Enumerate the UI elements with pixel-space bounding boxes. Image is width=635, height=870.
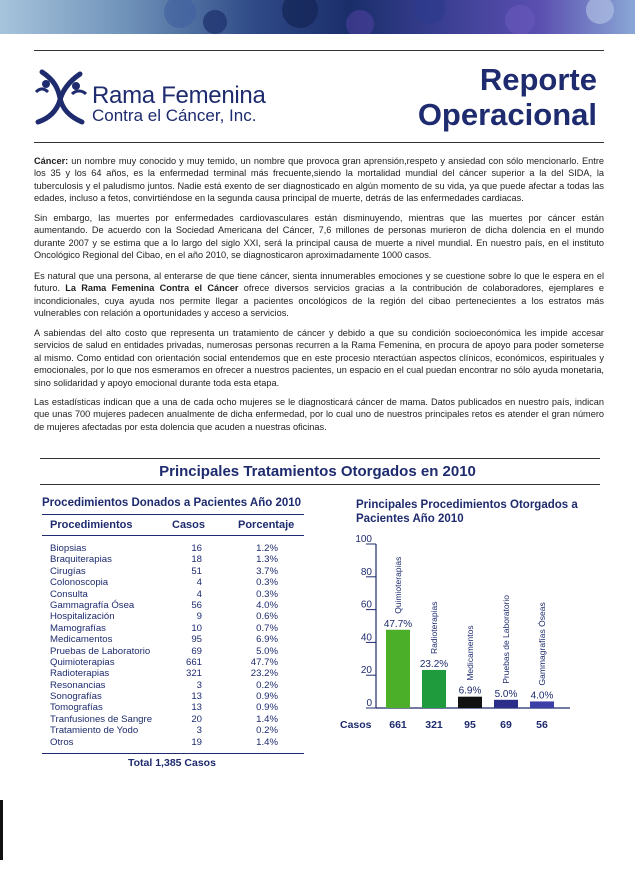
header-banner: [0, 0, 635, 34]
chart-bar: [458, 697, 482, 708]
table-header-porcentaje: Porcentaje: [238, 519, 295, 531]
y-tick-label: 40: [360, 632, 372, 644]
floral-pattern-icon: [0, 0, 635, 34]
y-tick-label: 0: [366, 698, 372, 709]
table-cell-procedimiento: Tratamiento de Yodo: [50, 725, 139, 737]
table-cell-procedimiento: Cirugías: [50, 565, 86, 577]
table-row: [50, 589, 290, 600]
table-cell-porcentaje: 1.2%: [256, 543, 278, 554]
bar-cases-value: 661: [389, 719, 407, 731]
table-cell-casos: 321: [185, 668, 202, 680]
paragraph-3: [34, 270, 604, 320]
table-cell-casos: 4: [196, 588, 202, 600]
table-cell-casos: 51: [191, 565, 202, 577]
table-cell-procedimiento: Braquiterapias: [50, 554, 112, 566]
table-row: [50, 554, 290, 565]
bar-category-label: Quimioterapias: [393, 556, 403, 614]
table-row: [50, 543, 290, 554]
table-cell-porcentaje: 6.9%: [256, 634, 278, 646]
table-cell-casos: 95: [191, 634, 202, 646]
section-title: Principales Tratamientos Otorgados en 2010: [159, 463, 476, 480]
top-rule: [34, 50, 604, 51]
paragraph-1: [34, 155, 604, 205]
logo-name-line1: Rama Femenina: [92, 82, 266, 109]
table-cell-porcentaje: 0.9%: [256, 702, 278, 714]
table-cell-casos: 661: [185, 656, 202, 668]
table-cell-procedimiento: Tomografías: [50, 702, 103, 714]
table-cell-casos: 18: [191, 554, 202, 566]
table-cell-casos: 69: [191, 645, 202, 657]
table-total-rule: [42, 753, 304, 754]
table-cell-casos: 56: [191, 599, 202, 611]
bar-value-label: 5.0%: [494, 688, 518, 700]
table-row: [50, 600, 290, 611]
y-tick-label: 80: [360, 566, 372, 578]
table-cell-procedimiento: Gammagrafía Ósea: [50, 599, 135, 611]
chart-bar: [386, 630, 410, 708]
paragraph-3-text-a: Es natural que una persona, al enterarse de que tiene cáncer, sienta innumerables emociones y se cuestione sobre lo que le espera en el futuro.: [34, 271, 604, 294]
table-row: [50, 646, 290, 657]
chart-title: Principales Procedimientos Otorgados a Pacientes Año 2010: [356, 499, 578, 525]
table-cell-casos: 3: [196, 725, 202, 737]
section-top-rule: [40, 458, 600, 459]
table-cell-porcentaje: 23.2%: [250, 668, 278, 680]
table-row: [50, 691, 290, 702]
table-cell-porcentaje: 0.6%: [256, 611, 278, 623]
paragraph-1-text: un nombre muy conocido y muy temido, un nombre que provoca gran aprensión,respeto y ansiedad con sólo mencionarlo. Entre los 35 y los 64 años, es la enfermedad terminal más frecuente,siendo la mortalidad mundial del cáncer superior a la del SIDA, la tuberculosis y el paludismo juntos. Nadie está exento de ser diagnosticado en algún momento de su vida, ya que puede afectar a todas las edades, incluso a fetos, convirtiéndose en la segunda causa principal de muerte, detrás de las enfermedades cardiacas.: [34, 156, 604, 204]
chart-bar: [494, 700, 518, 708]
table-row: [50, 611, 290, 622]
bar-cases-value: 56: [536, 719, 548, 731]
table-row: [50, 737, 290, 748]
table-cell-porcentaje: 0.2%: [256, 725, 278, 737]
table-row: [50, 634, 290, 645]
table-header-top-rule: [42, 514, 304, 515]
bar-category-label: Radioterapias: [429, 601, 439, 654]
chart-bar: [422, 670, 446, 708]
y-tick-label: 100: [355, 534, 372, 545]
logo-name-line2: Contra el Cáncer, Inc.: [92, 106, 257, 125]
bar-value-label: 23.2%: [419, 658, 449, 670]
bar-chart: [330, 530, 600, 740]
table-cell-porcentaje: 4.0%: [256, 599, 278, 611]
paragraph-3-org-name: La Rama Femenina Contra el Cáncer: [65, 283, 239, 294]
table-cell-porcentaje: 0.2%: [256, 679, 278, 691]
table-cell-procedimiento: Medicamentos: [50, 634, 113, 646]
table-cell-procedimiento: Tranfusiones de Sangre: [50, 713, 153, 725]
bar-cases-value: 321: [425, 719, 443, 731]
table-row: [50, 623, 290, 634]
table-row: [50, 680, 290, 691]
paragraph-3-text-b: ofrece diversos servicios gracias a la contribución de colaboradores, ejemplares e incondicionales, cuya ayuda nos permite llegar a pacientes oncológicos de la región del cibao pertenecientes a los estratos más vulnerables con relación a oportunidades y acceso a servicios.: [34, 283, 604, 319]
bar-category-label: Pruebas de Laboratorio: [501, 594, 511, 684]
bar-cases-value: 95: [464, 719, 476, 731]
table-row: [50, 725, 290, 736]
table-cell-casos: 19: [191, 736, 202, 748]
title-rule: [34, 142, 604, 143]
table-cell-procedimiento: Consulta: [50, 588, 88, 600]
table-cell-procedimiento: Radioterapias: [50, 668, 110, 680]
table-cell-porcentaje: 5.0%: [256, 645, 278, 657]
table-cell-porcentaje: 0.9%: [256, 691, 278, 703]
table-row: [50, 577, 290, 588]
table-header-bottom-rule: [42, 535, 304, 536]
table-cell-procedimiento: Hospitalización: [50, 611, 115, 623]
table-cell-porcentaje: 3.7%: [256, 565, 278, 577]
section-bottom-rule: [40, 484, 600, 485]
table-cell-porcentaje: 0.3%: [256, 588, 278, 600]
table-row: [50, 566, 290, 577]
table-cell-procedimiento: Biopsias: [50, 543, 87, 554]
bar-value-label: 47.7%: [383, 618, 413, 630]
bar-category-label: Gammagrafías Óseas: [537, 602, 547, 686]
y-tick-label: 60: [360, 599, 372, 611]
bar-value-label: 4.0%: [530, 690, 554, 702]
table-cell-casos: 20: [191, 713, 202, 725]
table-header-casos: Casos: [172, 519, 206, 531]
bar-cases-value: 69: [500, 719, 512, 731]
paragraph-1-lead: Cáncer:: [34, 156, 69, 166]
table-cell-procedimiento: Sonografías: [50, 691, 102, 703]
table-row: [50, 714, 290, 725]
paragraph-2: Sin embargo, las muertes por enfermedades cardiovasculares están disminuyendo, mientras que las muertes por cáncer están aumentando. De acuerdo con la Sociedad Americana del Cáncer, 7,6 millones de personas murieron de dicha dolencia en el mundo durante 2007 y se estima que a lo largo del siglo XXI, será la principal causa de muerte a nivel mundial. En nuestro país, en el instituto Oncológico Regional del Cibao, en el año 2010, se diagnosticaron aproximadamente 1000 casos.: [34, 213, 604, 261]
report-title-line2: Operacional: [417, 97, 597, 132]
table-row: [50, 702, 290, 713]
bar-category-label: Medicamentos: [465, 625, 475, 681]
table-total: Total 1,385 Casos: [128, 757, 216, 769]
table-cell-porcentaje: 0.7%: [256, 622, 278, 634]
table-cell-procedimiento: Otros: [50, 736, 74, 748]
table-cell-porcentaje: 1.4%: [256, 736, 278, 748]
table-cell-casos: 13: [191, 691, 202, 703]
binder-edge: [0, 800, 3, 860]
table-row: [50, 668, 290, 679]
table-cell-casos: 4: [196, 577, 202, 589]
y-tick-label: 20: [360, 665, 372, 677]
chart-bar: [530, 701, 554, 708]
table-cell-procedimiento: Mamografías: [50, 622, 106, 634]
table-cell-porcentaje: 1.3%: [256, 554, 278, 566]
ribbon-figure-icon: [32, 66, 90, 128]
table-cell-procedimiento: Quimioterapias: [50, 656, 115, 668]
table-header-procedimientos: Procedimientos: [50, 519, 133, 531]
table-cell-porcentaje: 0.3%: [256, 577, 278, 589]
paragraph-4: A sabiendas del alto costo que representa un tratamiento de cáncer y debido a que su condición socioeconómica les impide accesar servicios de salud en entidades privadas, numerosas personas recurren a la Rama Femenina, en procura de apoyo para poder someterse al mismo. Como entidad con orientación social entendemos que en este procesio nteractúan aspectos clínicos, económicos, espirituales y emocionales, por lo que nos esmeramos en ofrecer a nuestros pacientes, un espacio en el cual puedan encontrar no sólo ayuda monetaria, sino solidaridad y apoyo emocional durante toda esta etapa.: [34, 328, 604, 388]
table-row: [50, 657, 290, 668]
paragraph-5: Las estadísticas indican que a una de cada ocho mujeres se le diagnosticará cáncer de mama. Datos publicados en nuestro país, indican que unas 700 mujeres padecen anualmente de dicha enfermedad, por lo cual uno de nuestros principales retos es atender el gran número de mujeres afectadas por esta dolencia que acuden a nuestras oficinas.: [34, 397, 604, 432]
table-cell-casos: 13: [191, 702, 202, 714]
cases-row-label: Casos: [340, 719, 372, 731]
table-cell-casos: 3: [196, 679, 202, 691]
table-cell-casos: 10: [191, 622, 202, 634]
table-cell-casos: 9: [196, 611, 202, 623]
table-cell-casos: 16: [191, 543, 202, 554]
table-title: Procedimientos Donados a Pacientes Año 2010: [42, 497, 302, 509]
bar-value-label: 6.9%: [458, 685, 482, 697]
table-cell-procedimiento: Pruebas de Laboratorio: [50, 645, 151, 657]
table-cell-porcentaje: 47.7%: [250, 656, 278, 668]
report-title-line1: Reporte: [479, 62, 597, 97]
table-cell-procedimiento: Resonancias: [50, 679, 106, 691]
table-cell-porcentaje: 1.4%: [256, 713, 278, 725]
table-body: [50, 543, 290, 748]
table-cell-procedimiento: Colonoscopia: [50, 577, 109, 589]
